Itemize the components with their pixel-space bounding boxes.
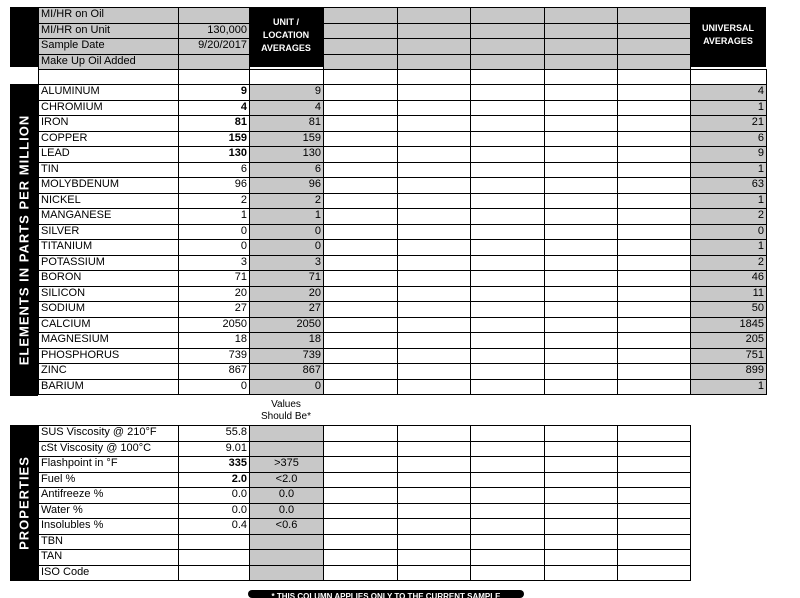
element-empty-col6 — [544, 286, 618, 303]
element-empty-col3 — [323, 84, 398, 101]
element-empty-col5 — [470, 146, 545, 163]
element-empty-col4 — [397, 239, 471, 256]
element-empty-col3 — [323, 317, 398, 334]
property-name: Insolubles % — [38, 518, 179, 535]
property-value — [178, 565, 250, 582]
property-should-be: 0.0 — [249, 487, 324, 504]
element-empty-col3 — [323, 348, 398, 365]
header-empty-col3 — [323, 23, 398, 40]
property-empty-col6 — [544, 441, 618, 458]
property-empty-col4 — [397, 518, 471, 535]
element-unit-average: 96 — [249, 177, 324, 194]
element-universal-average: 1845 — [690, 317, 767, 334]
header-row-value — [178, 7, 250, 24]
property-empty-col5 — [470, 456, 545, 473]
universal-averages-header: UNIVERSAL AVERAGES — [701, 23, 754, 46]
property-empty-col6 — [544, 565, 618, 582]
element-empty-col4 — [397, 348, 471, 365]
element-unit-average: 27 — [249, 301, 324, 318]
property-empty-col7 — [617, 456, 691, 473]
footer-note: * THIS COLUMN APPLIES ONLY TO THE CURRENT SAMPLE — [248, 590, 524, 598]
element-name: SODIUM — [38, 301, 179, 318]
element-empty-col6 — [544, 348, 618, 365]
element-name: ZINC — [38, 363, 179, 380]
property-empty-col4 — [397, 487, 471, 504]
element-empty-col6 — [544, 363, 618, 380]
element-empty-col4 — [397, 131, 471, 148]
element-empty-col5 — [470, 193, 545, 210]
element-unit-average: 81 — [249, 115, 324, 132]
property-empty-col3 — [323, 518, 398, 535]
element-empty-col5 — [470, 100, 545, 117]
element-name: NICKEL — [38, 193, 179, 210]
element-value: 0 — [178, 239, 250, 256]
property-empty-col6 — [544, 425, 618, 442]
element-unit-average: 71 — [249, 270, 324, 287]
property-empty-col5 — [470, 487, 545, 504]
element-name: ALUMINUM — [38, 84, 179, 101]
element-value: 867 — [178, 363, 250, 380]
property-empty-col7 — [617, 518, 691, 535]
element-empty-col5 — [470, 224, 545, 241]
element-value: 739 — [178, 348, 250, 365]
element-empty-col3 — [323, 224, 398, 241]
property-empty-col6 — [544, 534, 618, 551]
element-unit-average: 0 — [249, 224, 324, 241]
values-should-be-label: Values Should Be* — [260, 399, 312, 422]
property-empty-col5 — [470, 503, 545, 520]
element-name: BORON — [38, 270, 179, 287]
element-value: 4 — [178, 100, 250, 117]
element-empty-col4 — [397, 115, 471, 132]
element-value: 2 — [178, 193, 250, 210]
element-empty-col7 — [617, 348, 691, 365]
element-empty-col5 — [470, 301, 545, 318]
properties-section-label: PROPERTIES — [16, 456, 32, 550]
header-empty-col7 — [617, 23, 691, 40]
element-empty-col3 — [323, 270, 398, 287]
property-empty-col3 — [323, 472, 398, 489]
element-value: 1 — [178, 208, 250, 225]
unit-location-averages-header: UNIT / LOCATION AVERAGES — [261, 17, 311, 53]
element-value: 18 — [178, 332, 250, 349]
elements-section-label: ELEMENTS IN PARTS PER MILLION — [16, 114, 32, 366]
element-empty-col6 — [544, 177, 618, 194]
property-empty-col5 — [470, 441, 545, 458]
header-empty-col3 — [323, 7, 398, 24]
element-empty-col3 — [323, 115, 398, 132]
property-empty-col5 — [470, 425, 545, 442]
property-empty-col6 — [544, 549, 618, 566]
element-empty-col4 — [397, 379, 471, 396]
property-name: Water % — [38, 503, 179, 520]
header-empty-col6 — [544, 38, 618, 55]
element-empty-col6 — [544, 146, 618, 163]
element-empty-col3 — [323, 146, 398, 163]
element-empty-col4 — [397, 162, 471, 179]
element-empty-col6 — [544, 239, 618, 256]
header-row-value: 9/20/2017 — [178, 38, 250, 55]
element-unit-average: 867 — [249, 363, 324, 380]
element-universal-average: 4 — [690, 84, 767, 101]
header-empty-col5 — [470, 23, 545, 40]
element-value: 81 — [178, 115, 250, 132]
element-unit-average: 9 — [249, 84, 324, 101]
header-empty-col6 — [544, 23, 618, 40]
element-name: COPPER — [38, 131, 179, 148]
element-unit-average: 2050 — [249, 317, 324, 334]
element-value: 96 — [178, 177, 250, 194]
element-value: 71 — [178, 270, 250, 287]
property-empty-col4 — [397, 441, 471, 458]
element-empty-col3 — [323, 162, 398, 179]
property-value — [178, 534, 250, 551]
property-value: 0.4 — [178, 518, 250, 535]
element-unit-average: 3 — [249, 255, 324, 272]
element-name: CALCIUM — [38, 317, 179, 334]
property-empty-col7 — [617, 549, 691, 566]
element-universal-average: 50 — [690, 301, 767, 318]
element-empty-col4 — [397, 317, 471, 334]
property-empty-col3 — [323, 441, 398, 458]
header-empty-col5 — [470, 38, 545, 55]
element-empty-col4 — [397, 146, 471, 163]
property-empty-col7 — [617, 534, 691, 551]
element-empty-col6 — [544, 224, 618, 241]
element-unit-average: 159 — [249, 131, 324, 148]
element-empty-col5 — [470, 379, 545, 396]
property-empty-col3 — [323, 503, 398, 520]
element-universal-average: 46 — [690, 270, 767, 287]
element-universal-average: 11 — [690, 286, 767, 303]
element-empty-col3 — [323, 193, 398, 210]
element-empty-col6 — [544, 162, 618, 179]
element-name: PHOSPHORUS — [38, 348, 179, 365]
property-empty-col6 — [544, 456, 618, 473]
element-universal-average: 205 — [690, 332, 767, 349]
property-name: Antifreeze % — [38, 487, 179, 504]
property-name: Flashpoint in °F — [38, 456, 179, 473]
property-empty-col3 — [323, 425, 398, 442]
element-empty-col5 — [470, 162, 545, 179]
element-empty-col5 — [470, 286, 545, 303]
element-universal-average: 2 — [690, 208, 767, 225]
property-empty-col4 — [397, 549, 471, 566]
element-empty-col4 — [397, 84, 471, 101]
element-name: CHROMIUM — [38, 100, 179, 117]
header-empty-col3 — [323, 38, 398, 55]
element-empty-col3 — [323, 177, 398, 194]
property-empty-col5 — [470, 565, 545, 582]
element-name: POTASSIUM — [38, 255, 179, 272]
property-should-be — [249, 565, 324, 582]
element-empty-col7 — [617, 270, 691, 287]
element-value: 130 — [178, 146, 250, 163]
element-value: 3 — [178, 255, 250, 272]
property-empty-col5 — [470, 472, 545, 489]
property-value: 0.0 — [178, 503, 250, 520]
header-empty-col7 — [617, 38, 691, 55]
header-row-label: MI/HR on Unit — [38, 23, 179, 40]
element-universal-average: 751 — [690, 348, 767, 365]
header-row-value: 130,000 — [178, 23, 250, 40]
property-empty-col4 — [397, 565, 471, 582]
property-empty-col4 — [397, 472, 471, 489]
element-empty-col5 — [470, 84, 545, 101]
element-universal-average: 63 — [690, 177, 767, 194]
element-empty-col6 — [544, 208, 618, 225]
element-value: 6 — [178, 162, 250, 179]
property-empty-col3 — [323, 487, 398, 504]
property-should-be: >375 — [249, 456, 324, 473]
element-empty-col6 — [544, 115, 618, 132]
header-empty-col6 — [544, 7, 618, 24]
element-name: TITANIUM — [38, 239, 179, 256]
element-universal-average: 1 — [690, 100, 767, 117]
property-value: 0.0 — [178, 487, 250, 504]
header-empty-col3 — [323, 54, 398, 71]
element-value: 0 — [178, 224, 250, 241]
element-empty-col7 — [617, 193, 691, 210]
element-empty-col7 — [617, 208, 691, 225]
property-empty-col5 — [470, 518, 545, 535]
element-empty-col5 — [470, 317, 545, 334]
element-value: 2050 — [178, 317, 250, 334]
element-empty-col5 — [470, 363, 545, 380]
property-empty-col3 — [323, 565, 398, 582]
element-empty-col3 — [323, 301, 398, 318]
property-should-be: 0.0 — [249, 503, 324, 520]
element-value: 0 — [178, 379, 250, 396]
property-name: TAN — [38, 549, 179, 566]
header-empty-col4 — [397, 23, 471, 40]
element-universal-average: 0 — [690, 224, 767, 241]
element-unit-average: 1 — [249, 208, 324, 225]
element-universal-average: 9 — [690, 146, 767, 163]
property-empty-col3 — [323, 534, 398, 551]
element-empty-col6 — [544, 193, 618, 210]
element-universal-average: 6 — [690, 131, 767, 148]
element-universal-average: 1 — [690, 193, 767, 210]
element-name: MANGANESE — [38, 208, 179, 225]
element-empty-col5 — [470, 348, 545, 365]
element-empty-col7 — [617, 332, 691, 349]
element-name: MOLYBDENUM — [38, 177, 179, 194]
element-empty-col4 — [397, 224, 471, 241]
element-empty-col6 — [544, 379, 618, 396]
element-unit-average: 4 — [249, 100, 324, 117]
element-name: LEAD — [38, 146, 179, 163]
element-empty-col7 — [617, 379, 691, 396]
element-empty-col4 — [397, 255, 471, 272]
element-empty-col3 — [323, 363, 398, 380]
property-empty-col3 — [323, 549, 398, 566]
header-empty-col4 — [397, 38, 471, 55]
element-empty-col6 — [544, 255, 618, 272]
element-empty-col7 — [617, 131, 691, 148]
element-empty-col5 — [470, 270, 545, 287]
header-empty-col4 — [397, 54, 471, 71]
property-should-be — [249, 441, 324, 458]
element-empty-col4 — [397, 100, 471, 117]
property-value: 2.0 — [178, 472, 250, 489]
element-empty-col7 — [617, 255, 691, 272]
property-empty-col7 — [617, 565, 691, 582]
property-empty-col3 — [323, 456, 398, 473]
element-empty-col4 — [397, 208, 471, 225]
element-empty-col6 — [544, 332, 618, 349]
header-empty-col6 — [544, 54, 618, 71]
property-value: 55.8 — [178, 425, 250, 442]
property-empty-col5 — [470, 549, 545, 566]
element-empty-col4 — [397, 286, 471, 303]
property-name: ISO Code — [38, 565, 179, 582]
element-empty-col7 — [617, 317, 691, 334]
element-empty-col7 — [617, 177, 691, 194]
property-empty-col7 — [617, 503, 691, 520]
property-empty-col6 — [544, 487, 618, 504]
header-empty-col5 — [470, 54, 545, 71]
property-empty-col6 — [544, 503, 618, 520]
element-empty-col3 — [323, 131, 398, 148]
element-empty-col5 — [470, 255, 545, 272]
property-empty-col6 — [544, 472, 618, 489]
element-universal-average: 1 — [690, 162, 767, 179]
element-universal-average: 2 — [690, 255, 767, 272]
element-value: 9 — [178, 84, 250, 101]
property-empty-col7 — [617, 472, 691, 489]
element-unit-average: 0 — [249, 379, 324, 396]
header-empty-col7 — [617, 54, 691, 71]
header-row-label: MI/HR on Oil — [38, 7, 179, 24]
element-value: 27 — [178, 301, 250, 318]
element-empty-col7 — [617, 84, 691, 101]
element-value: 20 — [178, 286, 250, 303]
element-universal-average: 1 — [690, 239, 767, 256]
element-name: IRON — [38, 115, 179, 132]
element-universal-average: 899 — [690, 363, 767, 380]
element-empty-col7 — [617, 224, 691, 241]
element-empty-col7 — [617, 146, 691, 163]
element-name: SILVER — [38, 224, 179, 241]
element-empty-col7 — [617, 239, 691, 256]
element-value: 159 — [178, 131, 250, 148]
property-should-be — [249, 534, 324, 551]
element-name: SILICON — [38, 286, 179, 303]
element-empty-col7 — [617, 115, 691, 132]
element-unit-average: 2 — [249, 193, 324, 210]
element-empty-col6 — [544, 301, 618, 318]
header-row-value — [178, 54, 250, 71]
element-empty-col3 — [323, 208, 398, 225]
element-empty-col6 — [544, 317, 618, 334]
element-empty-col4 — [397, 177, 471, 194]
property-should-be — [249, 549, 324, 566]
property-name: Fuel % — [38, 472, 179, 489]
element-name: BARIUM — [38, 379, 179, 396]
property-name: TBN — [38, 534, 179, 551]
element-unit-average: 739 — [249, 348, 324, 365]
property-value: 335 — [178, 456, 250, 473]
header-label-block — [10, 7, 38, 67]
property-value — [178, 549, 250, 566]
element-empty-col5 — [470, 131, 545, 148]
element-unit-average: 20 — [249, 286, 324, 303]
element-empty-col7 — [617, 301, 691, 318]
property-empty-col4 — [397, 425, 471, 442]
element-empty-col6 — [544, 131, 618, 148]
property-empty-col4 — [397, 456, 471, 473]
element-empty-col6 — [544, 270, 618, 287]
header-row-label: Sample Date — [38, 38, 179, 55]
element-empty-col3 — [323, 379, 398, 396]
property-name: cSt Viscosity @ 100°C — [38, 441, 179, 458]
property-should-be: <2.0 — [249, 472, 324, 489]
element-universal-average: 1 — [690, 379, 767, 396]
property-empty-col4 — [397, 534, 471, 551]
property-should-be: <0.6 — [249, 518, 324, 535]
element-empty-col4 — [397, 363, 471, 380]
element-name: MAGNESIUM — [38, 332, 179, 349]
element-name: TIN — [38, 162, 179, 179]
element-empty-col5 — [470, 208, 545, 225]
element-unit-average: 130 — [249, 146, 324, 163]
element-empty-col5 — [470, 239, 545, 256]
element-empty-col7 — [617, 100, 691, 117]
element-empty-col6 — [544, 84, 618, 101]
element-empty-col3 — [323, 239, 398, 256]
property-empty-col5 — [470, 534, 545, 551]
element-empty-col7 — [617, 286, 691, 303]
element-empty-col4 — [397, 270, 471, 287]
element-empty-col4 — [397, 301, 471, 318]
element-empty-col3 — [323, 255, 398, 272]
element-empty-col5 — [470, 177, 545, 194]
property-empty-col7 — [617, 487, 691, 504]
element-empty-col6 — [544, 100, 618, 117]
property-empty-col6 — [544, 518, 618, 535]
element-empty-col7 — [617, 363, 691, 380]
element-empty-col7 — [617, 162, 691, 179]
element-empty-col3 — [323, 332, 398, 349]
property-empty-col7 — [617, 425, 691, 442]
element-empty-col3 — [323, 286, 398, 303]
property-name: SUS Viscosity @ 210°F — [38, 425, 179, 442]
property-empty-col7 — [617, 441, 691, 458]
property-value: 9.01 — [178, 441, 250, 458]
header-empty-col7 — [617, 7, 691, 24]
element-universal-average: 21 — [690, 115, 767, 132]
element-empty-col4 — [397, 332, 471, 349]
property-empty-col4 — [397, 503, 471, 520]
element-unit-average: 0 — [249, 239, 324, 256]
element-empty-col5 — [470, 115, 545, 132]
header-empty-col5 — [470, 7, 545, 24]
element-empty-col4 — [397, 193, 471, 210]
element-unit-average: 6 — [249, 162, 324, 179]
header-row-label: Make Up Oil Added — [38, 54, 179, 71]
property-should-be — [249, 425, 324, 442]
element-empty-col5 — [470, 332, 545, 349]
element-unit-average: 18 — [249, 332, 324, 349]
header-empty-col4 — [397, 7, 471, 24]
element-empty-col3 — [323, 100, 398, 117]
